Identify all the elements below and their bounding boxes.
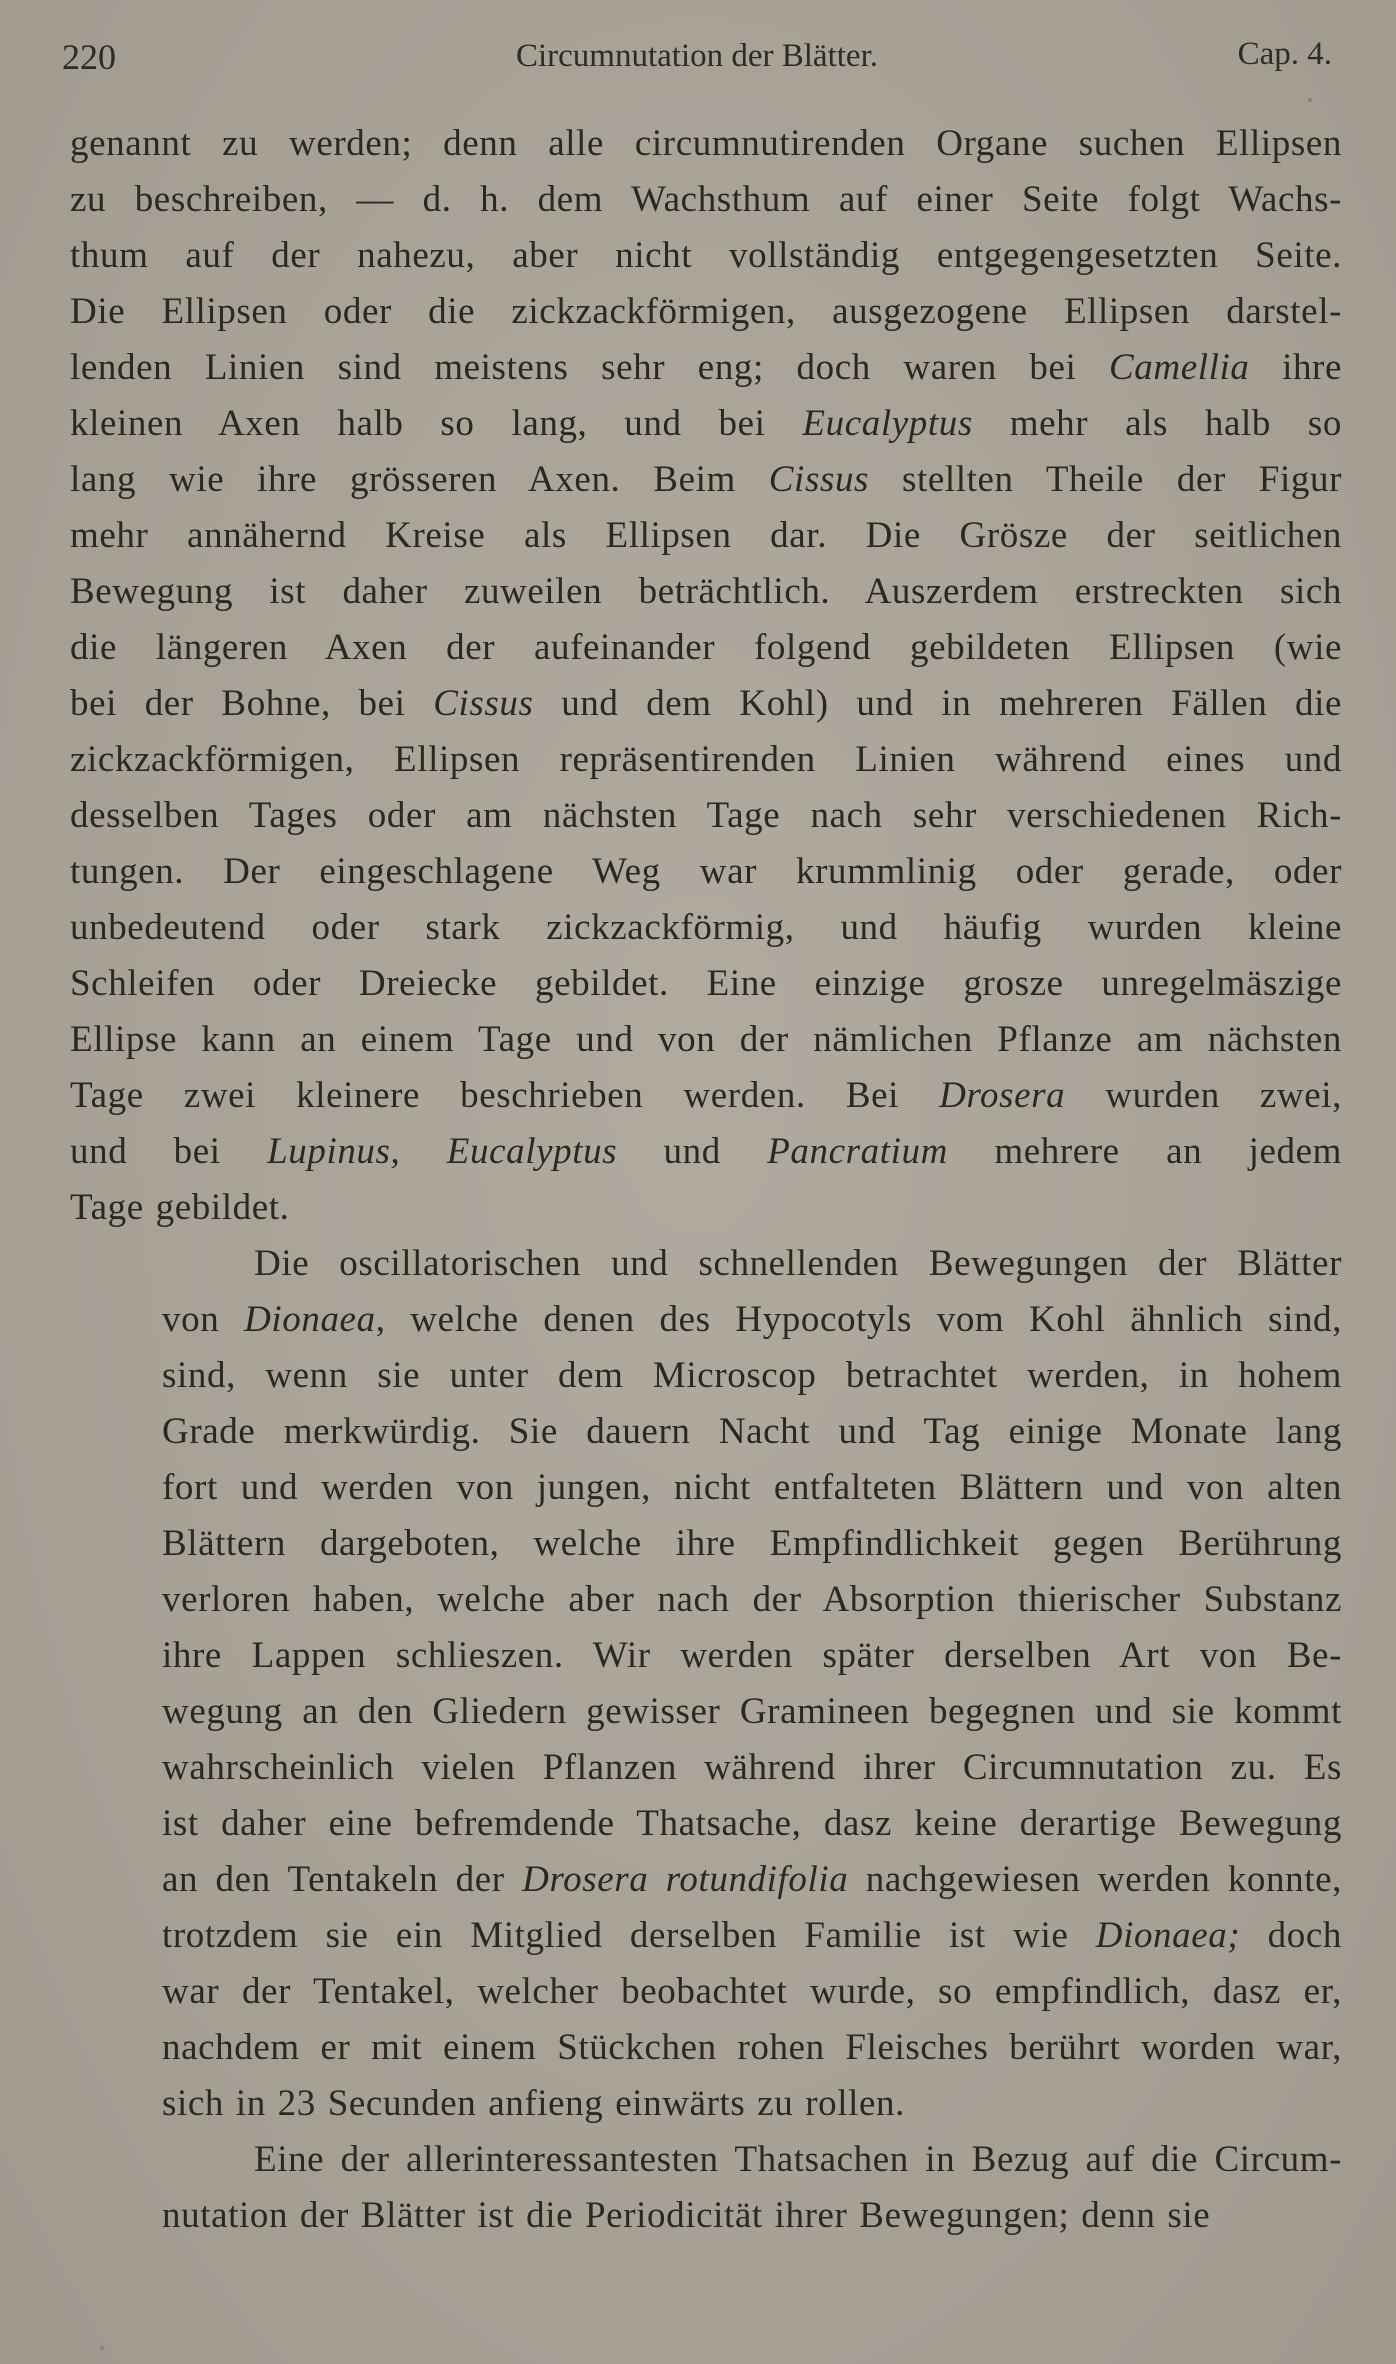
text-segment: mehr annähernd Kreise als Ellipsen dar. Die Grösze der seitlichen [70,515,1342,556]
text-segment: doch [1240,1915,1342,1956]
text-line [70,452,1342,508]
text-segment: genannt zu werden; denn alle circumnutirenden Organe suchen Ellipsen [70,123,1342,164]
text-segment: Bewegung ist daher zuweilen beträchtlich. Auszerdem erstreckten sich [70,571,1342,612]
text-line [70,2188,1342,2244]
text-segment: die längeren Axen der aufeinander folgend gebildeten Ellipsen (wie [70,627,1342,668]
text-segment: Eine der allerinteressantesten Thatsachen in Bezug auf die Circum- [254,2139,1342,2180]
print-speck [1308,98,1312,102]
italic-text: Cissus [768,459,870,500]
text-line [70,1180,1342,1236]
text-line [70,564,1342,620]
text-segment: von [162,1299,245,1340]
text-line [70,1124,1342,1180]
text-line [70,2020,1342,2076]
text-segment: Die oscillatorischen und schnellenden Bewegungen der Blätter [254,1243,1342,1284]
text-segment: Blättern dargeboten, welche ihre Empfindlichkeit gegen Berührung [162,1523,1342,1564]
text-line [70,1516,1342,1572]
text-segment: stellten Theile der Figur [869,459,1342,500]
text-segment: ist daher eine befremdende Thatsache, dasz keine derartige Bewegung [162,1803,1342,1844]
text-segment: fort und werden von jungen, nicht entfalteten Blättern und von alten [162,1467,1342,1508]
text-line [70,116,1342,172]
italic-text: Dionaea [244,1299,376,1340]
italic-text: Pancratium [767,1131,948,1172]
text-segment: mehrere an jedem [947,1131,1342,1172]
text-segment: Die Ellipsen oder die zickzackförmigen, ausgezogene Ellipsen darstel- [70,291,1342,332]
page-number: 220 [62,37,116,77]
text-line [70,1068,1342,1124]
text-segment: ihre Lappen schlieszen. Wir werden später derselben Art von Be- [162,1635,1342,1676]
running-title: Circumnutation der Blätter. [515,38,878,74]
text-segment: Grade merkwürdig. Sie dauern Nacht und Tag einige Monate lang [162,1411,1342,1452]
text-segment: , welche denen des Hypocotyls vom Kohl ähnlich sind, [375,1299,1342,1340]
text-line [70,284,1342,340]
text-segment: kleinen Axen halb so lang, und bei [70,403,803,444]
text-segment: ihre [1249,347,1342,388]
italic-text: Cissus [433,683,534,724]
text-line [70,1684,1342,1740]
text-segment: wahrscheinlich vielen Pflanzen während ihrer Circumnutation zu. Es [162,1747,1342,1788]
text-segment: Ellipse kann an einem Tage und von der nämlichen Pflanze am nächsten [70,1019,1342,1060]
text-line [70,732,1342,788]
text-segment: unbedeutend oder stark zickzackförmig, und häufig wurden kleine [70,907,1342,948]
italic-text: Camellia [1109,347,1250,388]
chapter-label: Cap. 4. [1237,36,1332,72]
text-line [70,1460,1342,1516]
text-line [70,1404,1342,1460]
text-segment: wegung an den Gliedern gewisser Gramineen begegnen und sie kommt [162,1691,1342,1732]
text-line [70,396,1342,452]
text-segment: lang wie ihre grösseren Axen. Beim [70,459,769,500]
text-segment: und bei [70,1131,268,1172]
text-segment: desselben Tages oder am nächsten Tage nach sehr verschiedenen Rich- [70,795,1342,836]
italic-text: Drosera rotundifolia [522,1859,849,1900]
text-segment: Tage gebildet. [70,1187,290,1228]
text-segment: verloren haben, welche aber nach der Absorption thierischer Substanz [162,1579,1342,1620]
text-line [70,2132,1342,2188]
italic-text: Dionaea; [1095,1915,1241,1956]
text-segment: und dem Kohl) und in mehreren Fällen die [533,683,1342,724]
italic-text: Drosera [939,1075,1066,1116]
text-line [70,340,1342,396]
italic-text: Eucalyptus [802,403,973,444]
text-line [70,1964,1342,2020]
text-segment: nachgewiesen werden konnte, [848,1859,1342,1900]
text-line [70,1236,1342,1292]
text-segment: zu beschreiben, — d. h. dem Wachsthum auf einer Seite folgt Wachs- [70,179,1342,220]
text-segment: tungen. Der eingeschlagene Weg war krummlinig oder gerade, oder [70,851,1342,892]
text-segment: zickzackförmigen, Ellipsen repräsentirenden Linien während eines und [70,739,1342,780]
text-segment: und [617,1131,768,1172]
paragraph [70,2132,1342,2244]
text-segment: sich in 23 Secunden anfieng einwärts zu rollen. [162,2083,905,2124]
text-segment: nachdem er mit einem Stückchen rohen Fleisches berührt worden war, [162,2027,1342,2068]
text-segment: an den Tentakeln der [162,1859,523,1900]
text-line [70,1012,1342,1068]
text-segment: thum auf der nahezu, aber nicht vollständig entgegengesetzten Seite. [70,235,1342,276]
text-segment: trotzdem sie ein Mitglied derselben Familie ist wie [162,1915,1096,1956]
text-segment: nutation der Blätter ist die Periodicität ihrer Bewegungen; denn sie [162,2195,1211,2236]
text-line [70,1908,1342,1964]
text-line [70,508,1342,564]
text-segment: sind, wenn sie unter dem Microscop betrachtet werden, in hohem [162,1355,1342,1396]
text-segment: Tage zwei kleinere beschrieben werden. Bei [70,1075,940,1116]
text-segment: bei der Bohne, bei [70,683,434,724]
body-text [70,116,1342,2244]
text-line [70,1628,1342,1684]
page-header [62,36,1332,86]
text-segment: war der Tentakel, welcher beobachtet wurde, so empfindlich, dasz er, [162,1971,1342,2012]
text-line [70,1852,1342,1908]
print-speck [100,2346,104,2350]
text-line [70,844,1342,900]
text-segment: mehr als halb so [972,403,1342,444]
text-line [70,1572,1342,1628]
text-line [70,1796,1342,1852]
text-line [70,172,1342,228]
text-segment: wurden zwei, [1065,1075,1342,1116]
paragraph [70,116,1342,1236]
text-line [70,1292,1342,1348]
italic-text: Lupinus, Eucalyptus [267,1131,618,1172]
text-line [70,956,1342,1012]
text-line [70,676,1342,732]
text-line [70,900,1342,956]
text-line [70,228,1342,284]
text-line [70,1740,1342,1796]
paragraph [70,1236,1342,2132]
text-line [70,2076,1342,2132]
text-segment: lenden Linien sind meistens sehr eng; doch waren bei [70,347,1109,388]
text-line [70,620,1342,676]
text-line [70,788,1342,844]
text-line [70,1348,1342,1404]
text-segment: Schleifen oder Dreiecke gebildet. Eine einzige grosze unregelmäszige [70,963,1342,1004]
